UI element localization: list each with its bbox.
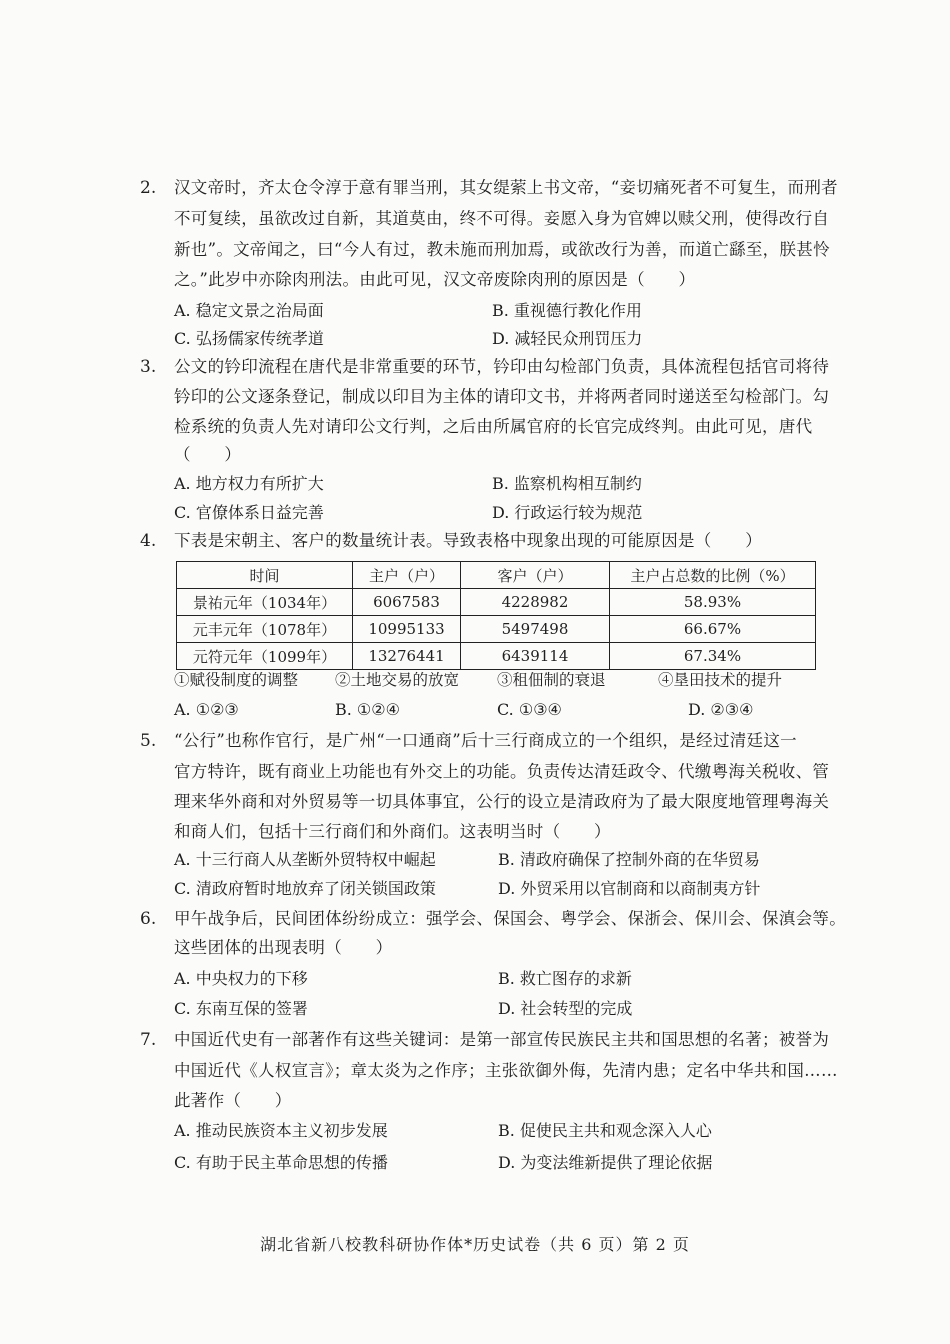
question-number: 7. [140, 1030, 157, 1050]
option-d[interactable]: D. 行政运行较为规范 [492, 503, 643, 522]
option-d[interactable]: D. 为变法维新提供了理论依据 [498, 1153, 713, 1172]
question-text: 不可复续，虽欲改过自新，其道莫由，终不可得。妾愿入身为官婢以赎父刑，使得改行自 [174, 209, 830, 228]
option-d[interactable]: D. ②③④ [688, 700, 754, 719]
option-a[interactable]: A. 推动民族资本主义初步发展 [174, 1121, 388, 1140]
question-text: 汉文帝时，齐太仓令淳于意有罪当刑，其女缇萦上书文帝，“妾切痛死者不可复生，而刑者 [174, 178, 838, 197]
option-b[interactable]: B. 救亡图存的求新 [498, 969, 632, 988]
question-text: 甲午战争后，民间团体纷纷成立：强学会、保国会、粤学会、保浙会、保川会、保滇会等。 [174, 909, 846, 928]
question-text: 公文的钤印流程在唐代是非常重要的环节，钤印由勾检部门负责，具体流程包括官司将待 [174, 357, 830, 376]
table-cell: 13276441 [353, 643, 461, 670]
option-b[interactable]: B. 促使民主共和观念深入人心 [498, 1121, 712, 1140]
table-cell: 67.34% [610, 643, 816, 670]
option-c[interactable]: C. 东南互保的签署 [174, 999, 308, 1018]
factor-3: ③租佃制的衰退 [497, 671, 606, 689]
option-c[interactable]: C. 清政府暂时地放弃了闭关锁国政策 [174, 879, 436, 898]
question-text: 检系统的负责人先对请印公文行判，之后由所属官府的长官完成终判。由此可见，唐代 [174, 417, 813, 436]
option-a[interactable]: A. 十三行商人从垄断外贸特权中崛起 [174, 850, 436, 869]
option-d[interactable]: D. 减轻民众刑罚压力 [492, 329, 643, 348]
table-cell: 元丰元年（1078年） [177, 616, 353, 643]
option-d[interactable]: D. 外贸采用以官制商和以商制夷方针 [498, 879, 761, 898]
table-row [177, 589, 816, 616]
option-b[interactable]: B. 清政府确保了控制外商的在华贸易 [498, 850, 760, 869]
option-d[interactable]: D. 社会转型的完成 [498, 999, 633, 1018]
table-cell: 元符元年（1099年） [177, 643, 353, 670]
question-text: 钤印的公文逐条登记，制成以印目为主体的请印文书，并将两者同时递送至勾检部门。勾 [174, 387, 830, 406]
table-cell: 5497498 [461, 616, 610, 643]
page-footer: 湖北省新八校教科研协作体*历史试卷（共 6 页）第 2 页 [260, 1235, 690, 1254]
table-header: 客户（户） [461, 562, 610, 589]
option-b[interactable]: B. 监察机构相互制约 [492, 474, 642, 493]
option-a[interactable]: A. 地方权力有所扩大 [174, 474, 324, 493]
table-header-row [177, 562, 816, 589]
factor-4: ④垦田技术的提升 [658, 671, 783, 689]
question-number: 3. [140, 357, 157, 377]
option-c[interactable]: C. 弘扬儒家传统孝道 [174, 329, 324, 348]
question-text: “公行”也称作官行，是广州“一口通商”后十三行商成立的一个组织，是经过清廷这一 [174, 731, 797, 750]
table-header: 主户占总数的比例（%） [610, 562, 816, 589]
table-cell: 6067583 [353, 589, 461, 616]
question-text: 中国近代史有一部著作有这些关键词：是第一部宣传民族民主共和国思想的名著；被誉为 [174, 1030, 830, 1049]
question-number: 2. [140, 178, 157, 198]
table-cell: 4228982 [461, 589, 610, 616]
question-text: （ ） [174, 445, 242, 464]
question-text: 此著作（ ） [174, 1091, 292, 1110]
option-c[interactable]: C. 有助于民主革命思想的传播 [174, 1153, 388, 1172]
question-text: 下表是宋朝主、客户的数量统计表。导致表格中现象出现的可能原因是（ ） [174, 531, 762, 550]
question-number: 6. [140, 909, 157, 929]
question-text: 之。”此岁中亦除肉刑法。由此可见，汉文帝废除肉刑的原因是（ ） [174, 270, 696, 289]
option-a[interactable]: A. ①②③ [174, 700, 239, 719]
question-text: 这些团体的出现表明（ ） [174, 938, 393, 957]
option-c[interactable]: C. ①③④ [497, 700, 562, 719]
table-row [177, 616, 816, 643]
table-cell: 景祐元年（1034年） [177, 589, 353, 616]
option-b[interactable]: B. ①②④ [335, 700, 400, 719]
table-row [177, 643, 816, 670]
option-b[interactable]: B. 重视德行教化作用 [492, 301, 642, 320]
question-text: 新也”。文帝闻之，曰“今人有过，教未施而刑加焉，或欲改行为善，而道亡繇至，朕甚怜 [174, 240, 830, 259]
household-table [176, 561, 816, 670]
table-cell: 6439114 [461, 643, 610, 670]
question-text: 中国近代《人权宣言》；章太炎为之作序；主张欲御外侮，先清内患；定名中华共和国…… [174, 1061, 838, 1080]
table-header: 时间 [177, 562, 353, 589]
factor-1: ①赋役制度的调整 [174, 671, 299, 689]
question-number: 4. [140, 531, 157, 551]
question-number: 5. [140, 731, 157, 751]
table-cell: 66.67% [610, 616, 816, 643]
option-a[interactable]: A. 中央权力的下移 [174, 969, 308, 988]
option-c[interactable]: C. 官僚体系日益完善 [174, 503, 324, 522]
question-text: 官方特许，既有商业上功能也有外交上的功能。负责传达清廷政令、代缴粤海关税收、管 [174, 762, 830, 781]
option-a[interactable]: A. 稳定文景之治局面 [174, 301, 324, 320]
table-cell: 58.93% [610, 589, 816, 616]
question-text: 和商人们，包括十三行商们和外商们。这表明当时（ ） [174, 822, 611, 841]
table-header: 主户（户） [353, 562, 461, 589]
table-cell: 10995133 [353, 616, 461, 643]
question-text: 理来华外商和对外贸易等一切具体事宜，公行的设立是清政府为了最大限度地管理粤海关 [174, 792, 830, 811]
factor-2: ②土地交易的放宽 [335, 671, 460, 689]
